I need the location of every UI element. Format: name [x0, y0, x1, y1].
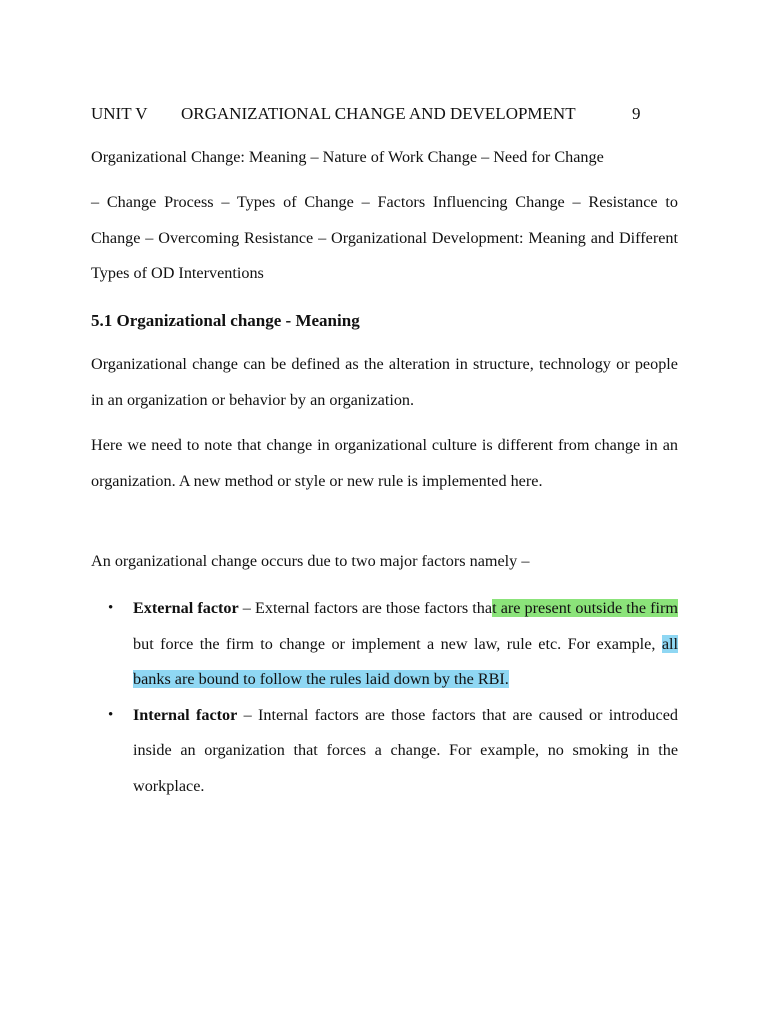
bullet-icon: •: [108, 706, 114, 723]
bullet-icon: •: [108, 600, 114, 616]
section-heading: 5.1 Organizational change - Meaning: [91, 311, 360, 330]
unit-label: UNIT V: [91, 104, 148, 123]
internal-factor-text: – Internal factors are those factors that are caused or introduced inside an organization that forces a change. For example, no smoking in the workplace.: [133, 705, 678, 795]
term-external-factor: External factor: [133, 599, 239, 617]
unit-header: [91, 102, 678, 126]
highlight-blue: all banks are bound to follow the rules laid down by the RBI.: [133, 634, 678, 688]
factors-list: [91, 591, 678, 804]
syllabus-line-1: Organizational Change: Meaning – Nature of Work Change – Need for Change: [91, 148, 604, 166]
unit-hours: 9: [632, 104, 641, 123]
syllabus-line-2: – Change Process – Types of Change – Factors Influencing Change – Resistance to Change – Overcoming Resistance – Organizational Development: Meaning and Different Types of OD Interventions: [91, 193, 678, 282]
paragraph-factors-intro: An organizational change occurs due to two major factors namely –: [91, 552, 530, 570]
paragraph-culture-note: Here we need to note that change in organizational culture is different from change in an organization. A new method or style or new rule is implemented here.: [91, 436, 678, 490]
external-factor-text-start: – External factors are those factors tha: [238, 599, 493, 617]
external-factor-text-mid: but force the firm to change or implement a new law, rule etc. For example,: [133, 634, 662, 653]
list-item-internal-factor: [91, 698, 678, 805]
list-item-external-factor: [91, 591, 678, 698]
highlight-green: t are present outside the firm: [492, 599, 678, 617]
unit-title: ORGANIZATIONAL CHANGE AND DEVELOPMENT: [181, 104, 576, 123]
term-internal-factor: Internal factor: [133, 705, 238, 724]
paragraph-definition: Organizational change can be defined as the alteration in structure, technology or people in an organization or behavior by an organization.: [91, 355, 678, 409]
